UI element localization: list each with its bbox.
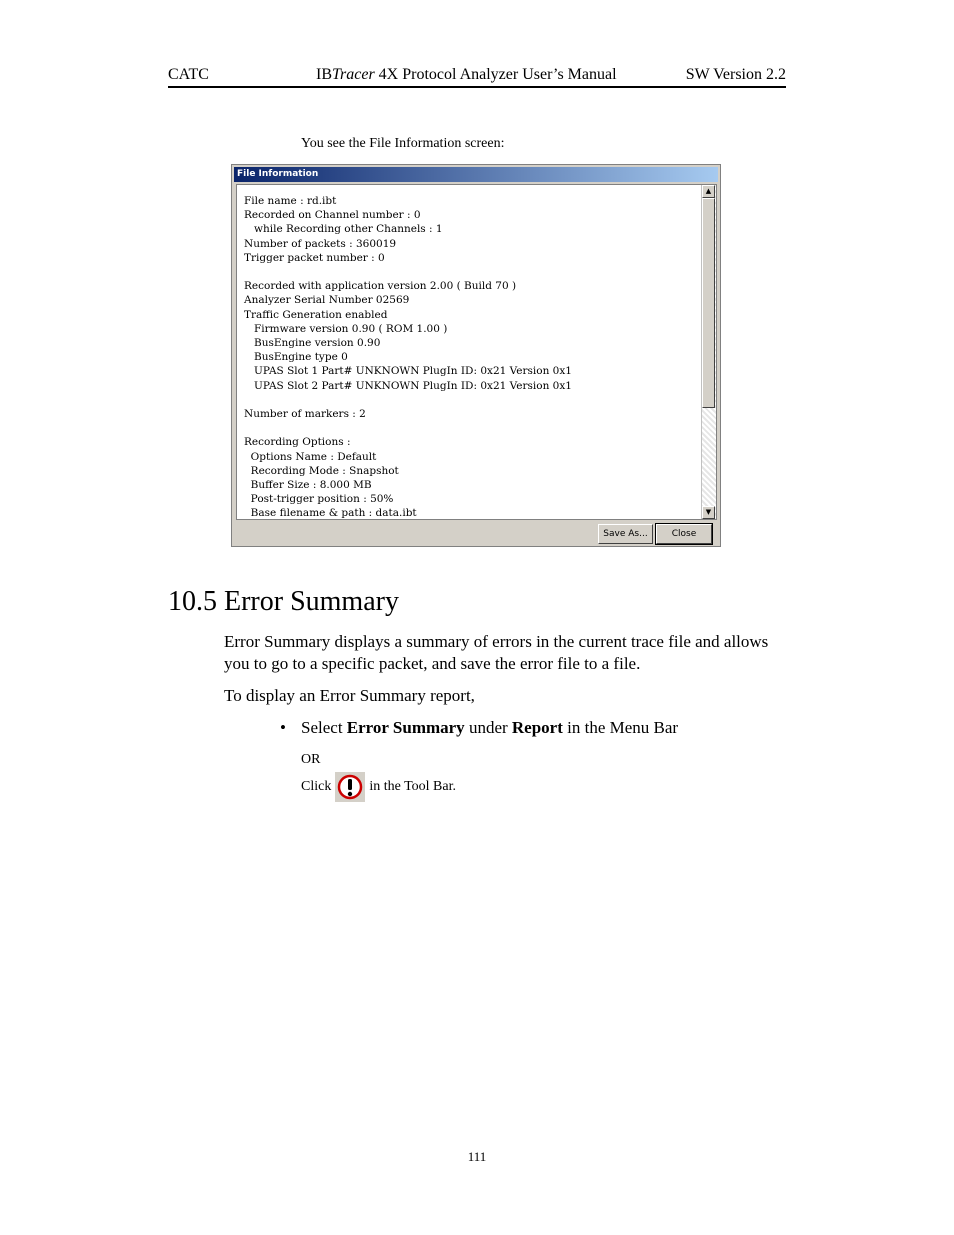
file-info-line: Recording Options : xyxy=(244,436,351,449)
file-info-line: Analyzer Serial Number 02569 xyxy=(244,294,410,307)
file-info-line xyxy=(244,393,572,407)
header-left: CATC xyxy=(168,66,209,83)
error-summary-icon xyxy=(335,772,365,802)
bullet-item xyxy=(280,718,678,738)
bullet-bold-report: Report xyxy=(511,718,563,737)
header-title xyxy=(316,66,617,84)
file-info-line xyxy=(244,265,572,279)
file-info-line: Firmware version 0.90 ( ROM 1.00 ) xyxy=(244,322,448,335)
file-info-line: while Recording other Channels : 1 xyxy=(244,223,443,236)
file-info-line: Recording Mode : Snapshot xyxy=(244,464,399,477)
bullet-prefix: Select xyxy=(301,718,347,737)
file-info-line: Base filename & path : data.ibt xyxy=(244,507,417,520)
header-title-suffix: 4X Protocol Analyzer User’s Manual xyxy=(374,66,617,83)
file-info-line: BusEngine type 0 xyxy=(244,351,348,364)
header-right: SW Version 2.2 xyxy=(685,66,786,83)
click-instruction xyxy=(301,772,456,802)
bullet-middle: under xyxy=(464,718,512,737)
file-info-line: Number of markers : 2 xyxy=(244,408,366,421)
save-as-button[interactable]: Save As... xyxy=(598,524,653,544)
header-title-prefix: IB xyxy=(316,66,332,83)
bullet-suffix: in the Menu Bar xyxy=(562,718,679,737)
file-info-line: BusEngine version 0.90 xyxy=(244,337,381,350)
page-header xyxy=(168,66,786,88)
scrollbar-thumb[interactable] xyxy=(702,198,715,408)
error-summary-description: Error Summary displays a summary of errors in the current trace file and allows you to go to a specific packet, and save the error file to a file. xyxy=(224,632,769,673)
section-title: 10.5 Error Summary xyxy=(168,586,399,617)
display-instruction: To display an Error Summary report, xyxy=(224,686,475,705)
file-info-line: Post-trigger position : 50% xyxy=(244,493,394,506)
file-info-line: Options Name : Default xyxy=(244,450,377,463)
scroll-down-arrow-icon[interactable]: ▼ xyxy=(702,506,715,519)
file-info-lines xyxy=(244,194,572,520)
dialog-title: File Information xyxy=(234,167,718,182)
header-title-italic: Tracer xyxy=(332,66,375,83)
file-info-line: UPAS Slot 2 Part# UNKNOWN PlugIn ID: 0x21 Version 0x1 xyxy=(244,379,572,392)
file-info-line: Buffer Size : 8.000 MB xyxy=(244,479,372,492)
file-info-line: Traffic Generation enabled xyxy=(244,308,388,321)
click-prefix: Click xyxy=(301,779,332,795)
file-info-line: Number of packets : 360019 xyxy=(244,237,397,250)
click-suffix: in the Tool Bar. xyxy=(369,779,456,795)
bullet-dot: • xyxy=(280,718,286,737)
close-button[interactable]: Close xyxy=(656,524,712,544)
file-info-line: Trigger packet number : 0 xyxy=(244,251,385,264)
intro-text: You see the File Information screen: xyxy=(301,136,505,151)
file-info-line: Recorded on Channel number : 0 xyxy=(244,209,421,222)
scroll-up-arrow-icon[interactable]: ▲ xyxy=(702,185,715,198)
file-info-line: File name : rd.ibt xyxy=(244,195,337,207)
file-info-textarea[interactable] xyxy=(236,184,717,520)
file-info-line: Recorded with application version 2.00 ( Build 70 ) xyxy=(244,280,517,293)
file-information-dialog xyxy=(231,164,721,547)
page-number: 111 xyxy=(467,1149,487,1164)
or-text: OR xyxy=(301,752,321,767)
bullet-bold-error-summary: Error Summary xyxy=(346,718,465,737)
vertical-scrollbar[interactable] xyxy=(701,185,716,519)
file-info-line xyxy=(244,421,572,435)
file-info-line: UPAS Slot 1 Part# UNKNOWN PlugIn ID: 0x21 Version 0x1 xyxy=(244,365,572,378)
